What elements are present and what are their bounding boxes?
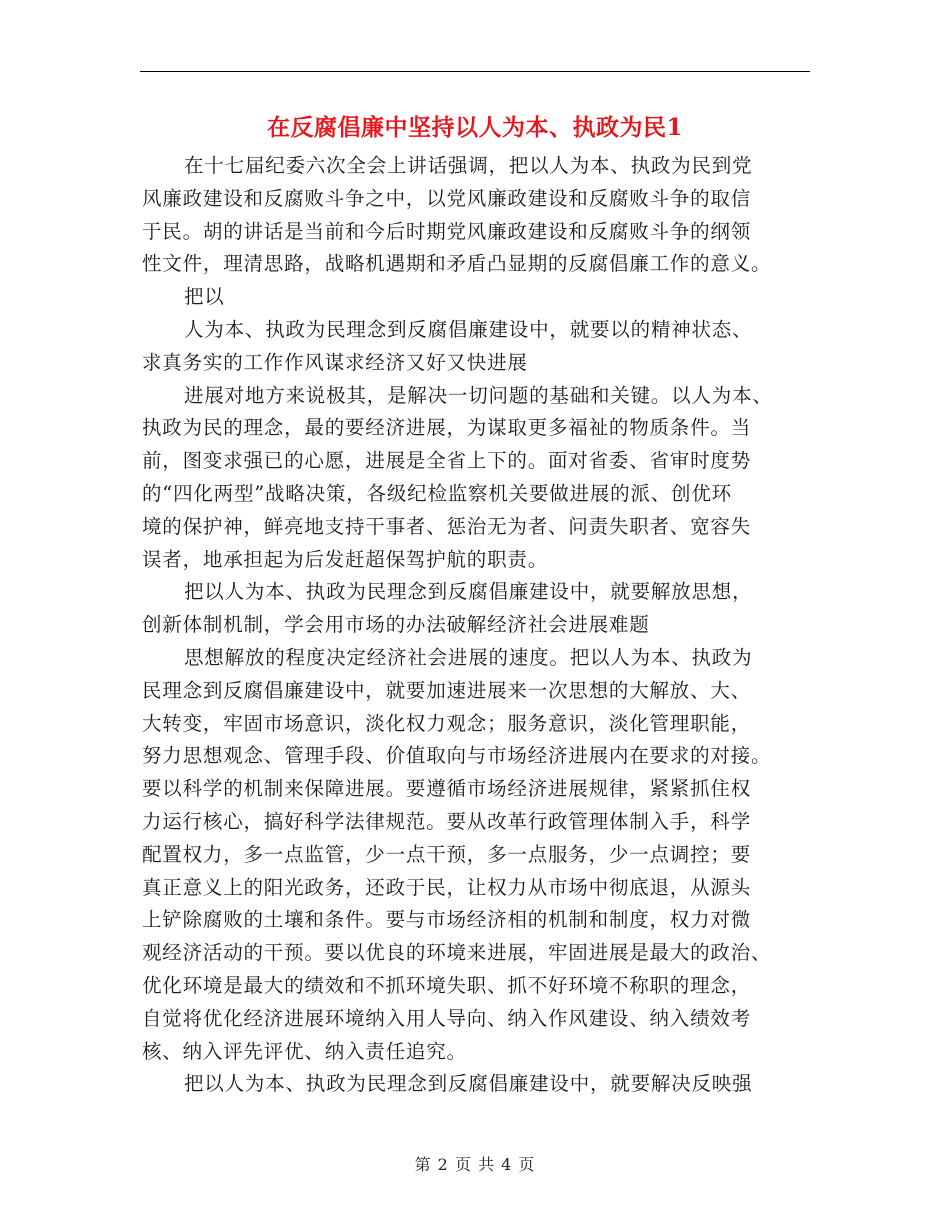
text-line: 把以人为本、执政为民理念到反腐倡廉建设中，就要解决反映强	[184, 1072, 753, 1096]
document-title: 在反腐倡廉中坚持以人为本、执政为民1	[266, 114, 683, 141]
page-number-footer: 第 2 页 共 4 页	[414, 1155, 536, 1174]
text-line: 误者，地承担起为后发赶超保驾护航的职责。	[142, 547, 549, 571]
document-body	[142, 150, 812, 1101]
text-line: 大转变，牢固市场意识，淡化权力观念；服务意识，淡化管理职能，	[142, 711, 752, 735]
text-line: 性文件，理清思路，战略机遇期和矛盾凸显期的反腐倡廉工作的意义。	[142, 252, 772, 276]
text-line: 上铲除腐败的土壤和条件。要与市场经济相的机制和制度，权力对微	[142, 908, 752, 932]
text-line: 进展对地方来说极其，是解决一切问题的基础和关键。以人为本、	[184, 383, 773, 407]
text-line: 优化环境是最大的绩效和不抓环境失职、抓不好环境不称职的理念，	[142, 973, 752, 997]
text-line: 创新体制机制，学会用市场的办法破解经济社会进展难题	[142, 613, 650, 637]
text-line: 核、纳入评先评优、纳入责任追究。	[142, 1039, 467, 1063]
text-line: 求真务实的工作作风谋求经济又好又快进展	[142, 350, 528, 374]
header-rule	[140, 71, 810, 72]
text-line: 力运行核心，搞好科学法律规范。要从改革行政管理体制入手，科学	[142, 809, 752, 833]
paragraph	[142, 1068, 812, 1101]
text-line: 于民。胡的讲话是当前和今后时期党风廉政建设和反腐败斗争的纲领	[142, 219, 752, 243]
text-line: 观经济活动的干预。要以优良的环境来进展，牢固进展是最大的政治、	[142, 941, 772, 965]
paragraph	[142, 314, 812, 380]
text-line: 执政为民的理念，最的要经济进展，为谋取更多福祉的物质条件。当	[142, 416, 752, 440]
text-line: 民理念到反腐倡廉建设中，就要加速进展来一次思想的大解放、大、	[142, 678, 752, 702]
text-line: 把以	[184, 285, 225, 309]
paragraph	[142, 281, 812, 314]
text-line: 要以科学的机制来保障进展。要遵循市场经济进展规律，紧紧抓住权	[142, 777, 752, 801]
paragraph	[142, 642, 812, 1068]
text-line: 在十七届纪委六次全会上讲话强调，把以人为本、执政为民到党	[184, 154, 753, 177]
text-line: 自觉将优化经济进展环境纳入用人导向、纳入作风建设、纳入绩效考	[142, 1006, 752, 1030]
text-line: 努力思想观念、管理手段、价值取向与市场经济进展内在要求的对接。	[142, 744, 772, 768]
text-line: 配置权力，多一点监管，少一点干预，多一点服务，少一点调控；要	[142, 842, 752, 866]
text-line: 把以人为本、执政为民理念到反腐倡廉建设中，就要解放思想，	[184, 580, 753, 604]
text-line: 境的保护神，鲜亮地支持干事者、惩治无为者、问责失职者、宽容失	[142, 514, 752, 538]
text-line: 风廉政建设和反腐败斗争之中，以党风廉政建设和反腐败斗争的取信	[142, 186, 752, 210]
paragraph	[142, 576, 812, 642]
paragraph	[142, 380, 812, 577]
text-line: 思想解放的程度决定经济社会进展的速度。把以人为本、执政为	[184, 645, 753, 669]
text-line: 人为本、执政为民理念到反腐倡廉建设中，就要以的精神状态、	[184, 317, 753, 341]
paragraph	[142, 150, 812, 281]
text-line: 前，图变求强已的心愿，进展是全省上下的。面对省委、省审时度势	[142, 449, 752, 473]
text-line: 的“四化两型”战略决策，各级纪检监察机关要做进展的派、创优环	[142, 481, 732, 505]
text-line: 真正意义上的阳光政务，还政于民，让权力从市场中彻底退，从源头	[142, 875, 752, 899]
